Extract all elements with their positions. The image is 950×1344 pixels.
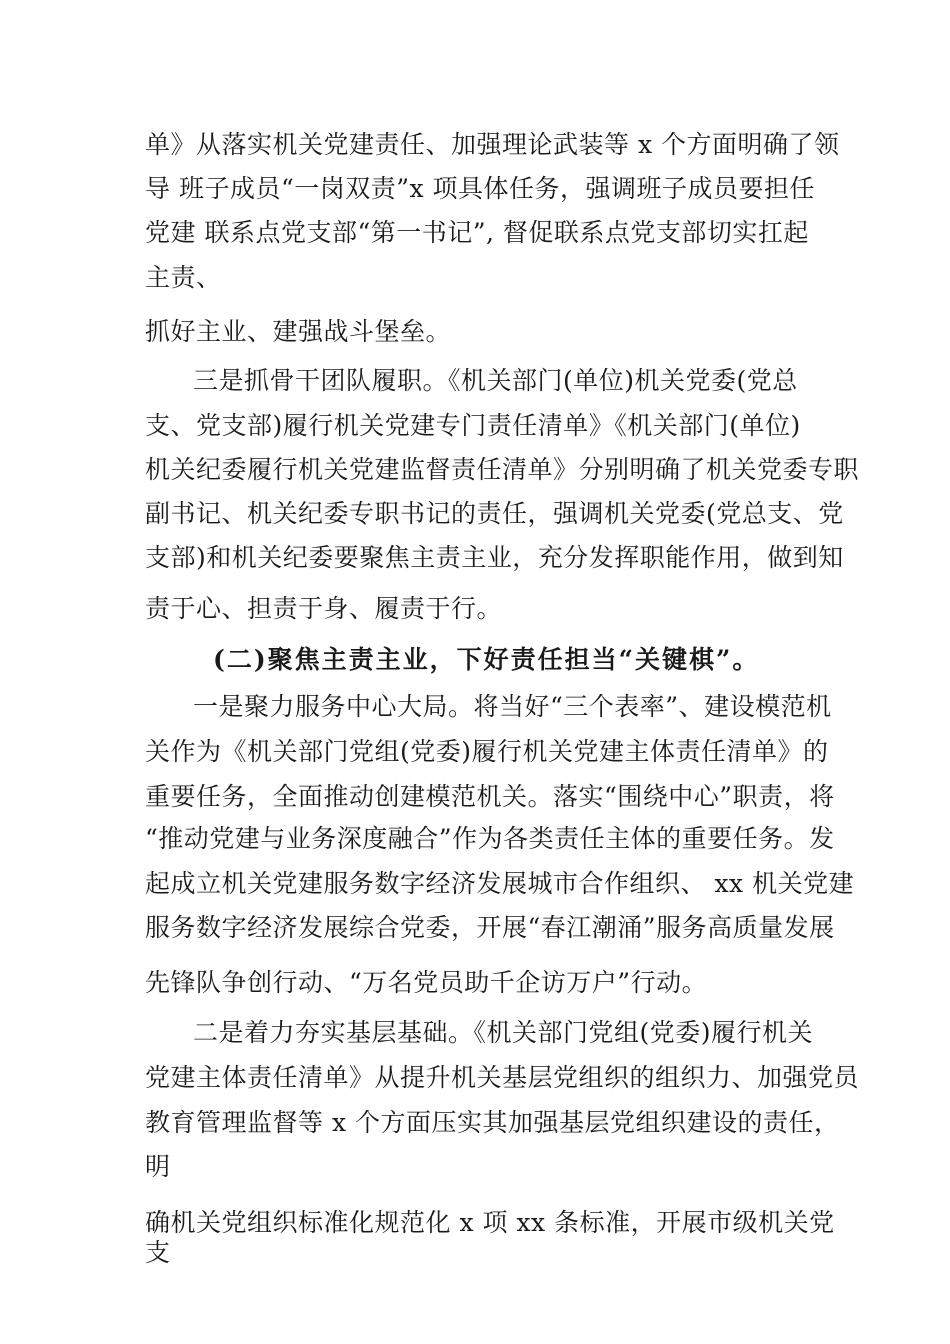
text-line: 主责、 (145, 263, 222, 292)
text-line: 党建主体责任清单》从提升机关基层党组织的组织力、加强党员 (145, 1063, 860, 1092)
text-line: 支、党支部)履行机关党建专门责任清单》《机关部门(单位) (145, 411, 801, 440)
text-line: 支部)和机关纪委要聚焦主责主业，充分发挥职能作用，做到知 (145, 543, 844, 572)
text-line: 教育管理监督等 x 个方面压实其加强基层党组织建设的责任， (145, 1108, 840, 1137)
text-line: 服务数字经济发展综合党委，开展“春江潮涌”服务高质量发展 (145, 913, 835, 942)
text-line: 责于心、担责于身、履责于行。 (145, 594, 503, 623)
paragraph-start-line: 一是聚力服务中心大局。将当好“三个表率”、建设模范机 (193, 692, 832, 721)
text-line: 抓好主业、建强战斗堡垒。 (145, 317, 452, 346)
text-line: 起成立机关党建服务数字经济发展城市合作组织、 xx 机关党建 (145, 869, 855, 898)
text-line: 重要任务，全面推动创建模范机关。落实“围绕中心”职责，将 (145, 782, 835, 811)
paragraph-start-line: 二是着力夯实基层基础。《机关部门党组(党委)履行机关 (193, 1018, 814, 1047)
text-line: 党建 联系点党支部“第一书记”, 督促联系点党支部切实扛起 (145, 218, 809, 247)
text-line: 明 (145, 1152, 171, 1181)
text-line: “推动党建与业务深度融合”作为各类责任主体的重要任务。发 (145, 824, 835, 853)
section-heading: (二)聚焦主责主业，下好责任担当“关键棋”。 (213, 645, 760, 674)
text-line: 机关纪委履行机关党建监督责任清单》分别明确了机关党委专职 (145, 455, 860, 484)
text-line: 关作为《机关部门党组(党委)履行机关党建主体责任清单》的 (145, 737, 829, 766)
text-line: 单》从落实机关党建责任、加强理论武装等 x 个方面明确了领 (145, 130, 840, 159)
text-line: 副书记、机关纪委专职书记的责任，强调机关党委(党总支、党 (145, 499, 844, 528)
text-line: 导 班子成员“一岗双责”x 项具体任务，强调班子成员要担任 (145, 174, 816, 203)
text-line: 先锋队争创行动、“万名党员助千企访万户”行动。 (145, 968, 708, 997)
paragraph-start-line: 三是抓骨干团队履职。《机关部门(单位)机关党委(党总 (193, 366, 798, 395)
text-line: 支 (145, 1238, 171, 1267)
text-line: 确机关党组织标准化规范化 x 项 xx 条标准，开展市级机关党 (145, 1208, 835, 1237)
